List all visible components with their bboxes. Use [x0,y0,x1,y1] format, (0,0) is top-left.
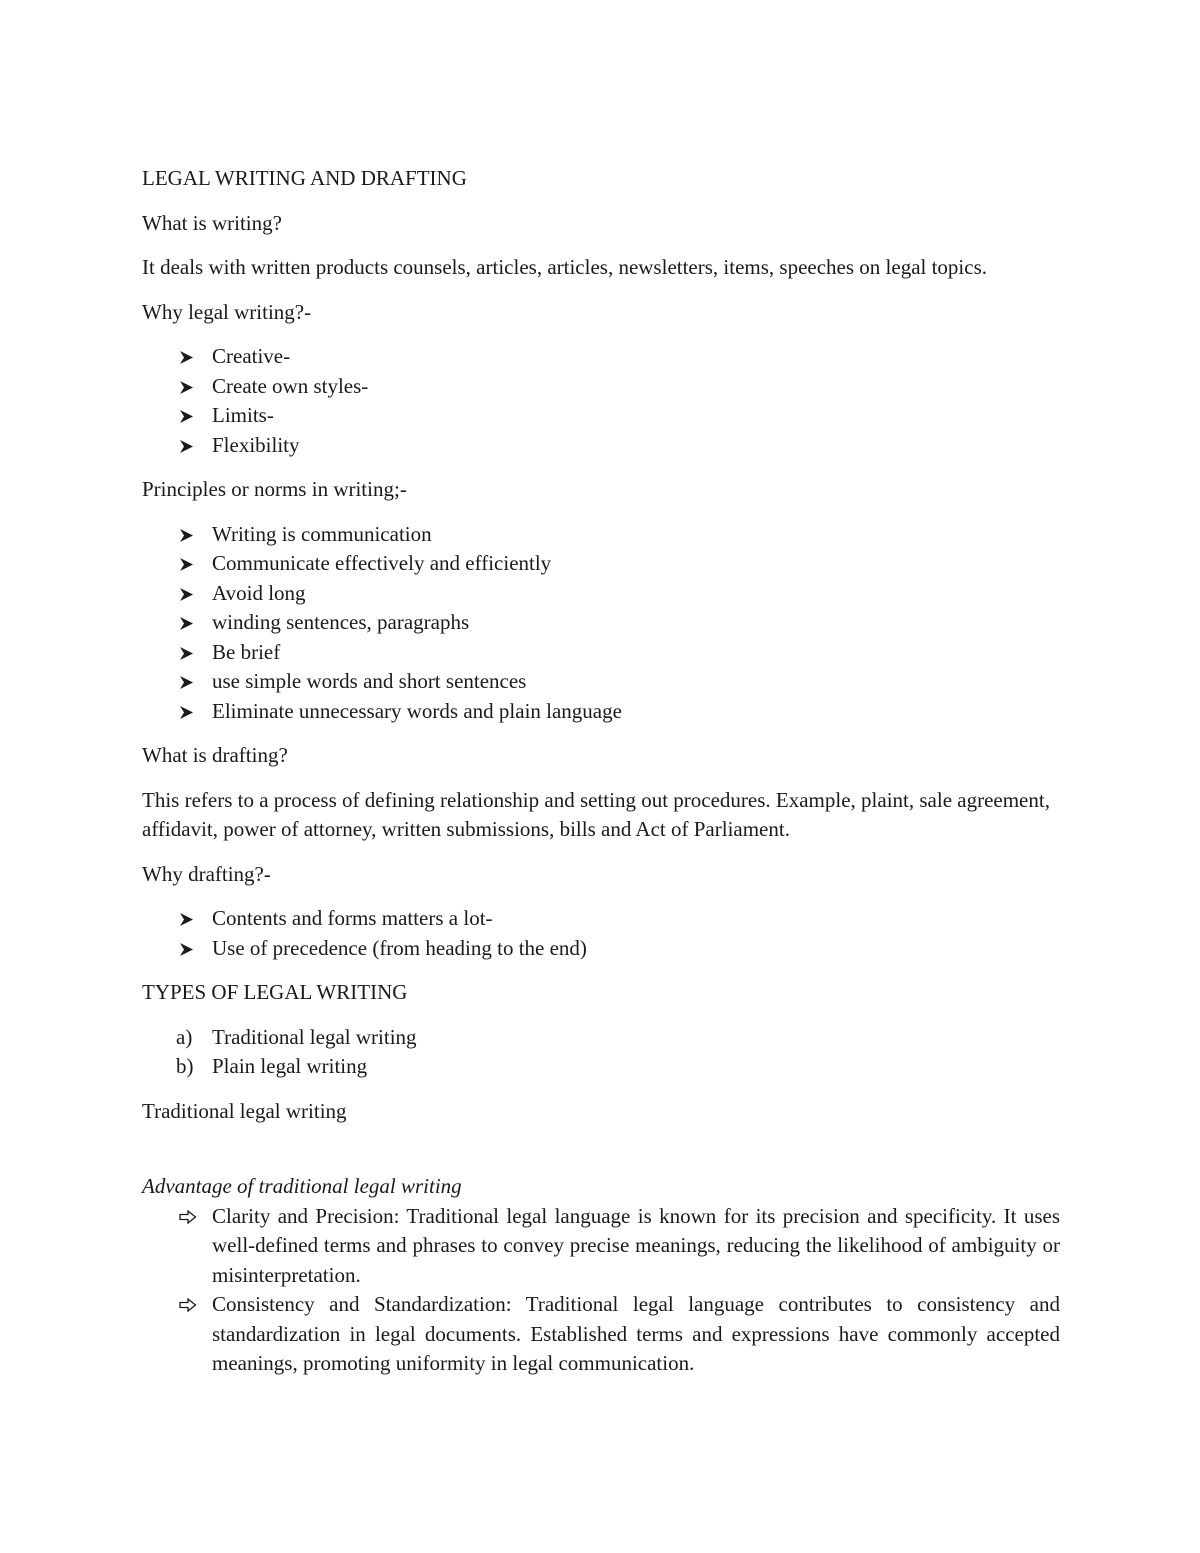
filled-arrowhead-icon [179,608,201,631]
advantage-heading: Advantage of traditional legal writing [142,1174,462,1198]
list-item: Clarity and Precision: Traditional legal language is known for its precision and specificity. It uses well-defined terms and phrases to convey precise meanings, reducing the likelihood of ambiguity or misinterpretation. [142,1202,1060,1291]
filled-arrowhead-icon [179,342,201,365]
list-item: b) Plain legal writing [142,1052,1060,1082]
list-item: Be brief [142,638,1060,668]
principles-list [142,520,1060,727]
list-item: use simple words and short sentences [142,667,1060,697]
filled-arrowhead-icon [179,904,201,927]
filled-arrowhead-icon [179,579,201,602]
filled-arrowhead-icon [179,520,201,543]
traditional-heading: Traditional legal writing [142,1098,347,1123]
filled-arrowhead-icon [179,934,201,957]
why-legal-writing-list [142,342,1060,460]
document-title: LEGAL WRITING AND DRAFTING [142,166,467,190]
list-item: Flexibility [142,431,1060,461]
open-arrow-icon [179,1202,203,1224]
list-marker: a) [176,1024,193,1049]
list-item: Avoid long [142,579,1060,609]
list-item: Create own styles- [142,372,1060,402]
filled-arrowhead-icon [179,638,201,661]
document-page [142,164,1060,1394]
open-arrow-icon [179,1290,203,1312]
list-item: Consistency and Standardization: Traditional legal language contributes to consistency and standardization in legal documents. Established terms and expressions have commonly accepted meanings, promoting uniformity in legal communication. [142,1290,1060,1379]
types-heading: TYPES OF LEGAL WRITING [142,980,408,1004]
list-item: winding sentences, paragraphs [142,608,1060,638]
list-item: Communicate effectively and efficiently [142,549,1060,579]
filled-arrowhead-icon [179,372,201,395]
types-list [142,1023,1060,1082]
why-drafting-heading: Why drafting?- [142,861,271,886]
filled-arrowhead-icon [179,697,201,720]
list-marker: b) [176,1054,194,1078]
filled-arrowhead-icon [179,401,201,424]
what-is-writing-body: It deals with written products counsels, articles, articles, newsletters, items, speeches on legal topics. [142,255,988,279]
list-item: Creative- [142,342,1060,372]
filled-arrowhead-icon [179,667,201,690]
list-item: Limits- [142,401,1060,431]
list-item: a) Traditional legal writing [142,1023,1060,1053]
what-is-drafting-heading: What is drafting? [142,743,288,767]
advantages-list [142,1202,1060,1379]
why-drafting-list [142,904,1060,963]
filled-arrowhead-icon [179,549,201,572]
list-item: Contents and forms matters a lot- [142,904,1060,934]
principles-heading: Principles or norms in writing;- [142,477,407,501]
why-legal-writing-heading: Why legal writing?- [142,299,312,324]
list-item: Use of precedence (from heading to the end) [142,934,1060,964]
filled-arrowhead-icon [179,431,201,454]
spacer [142,1126,1060,1172]
what-is-writing-heading: What is writing? [142,210,282,235]
list-item: Writing is communication [142,520,1060,550]
list-item: Eliminate unnecessary words and plain language [142,697,1060,727]
what-is-drafting-body: This refers to a process of defining relationship and setting out procedures. Example, plaint, sale agreement, affidavit, power of attorney, written submissions, bills and Act of Parliament. [142,787,1050,841]
